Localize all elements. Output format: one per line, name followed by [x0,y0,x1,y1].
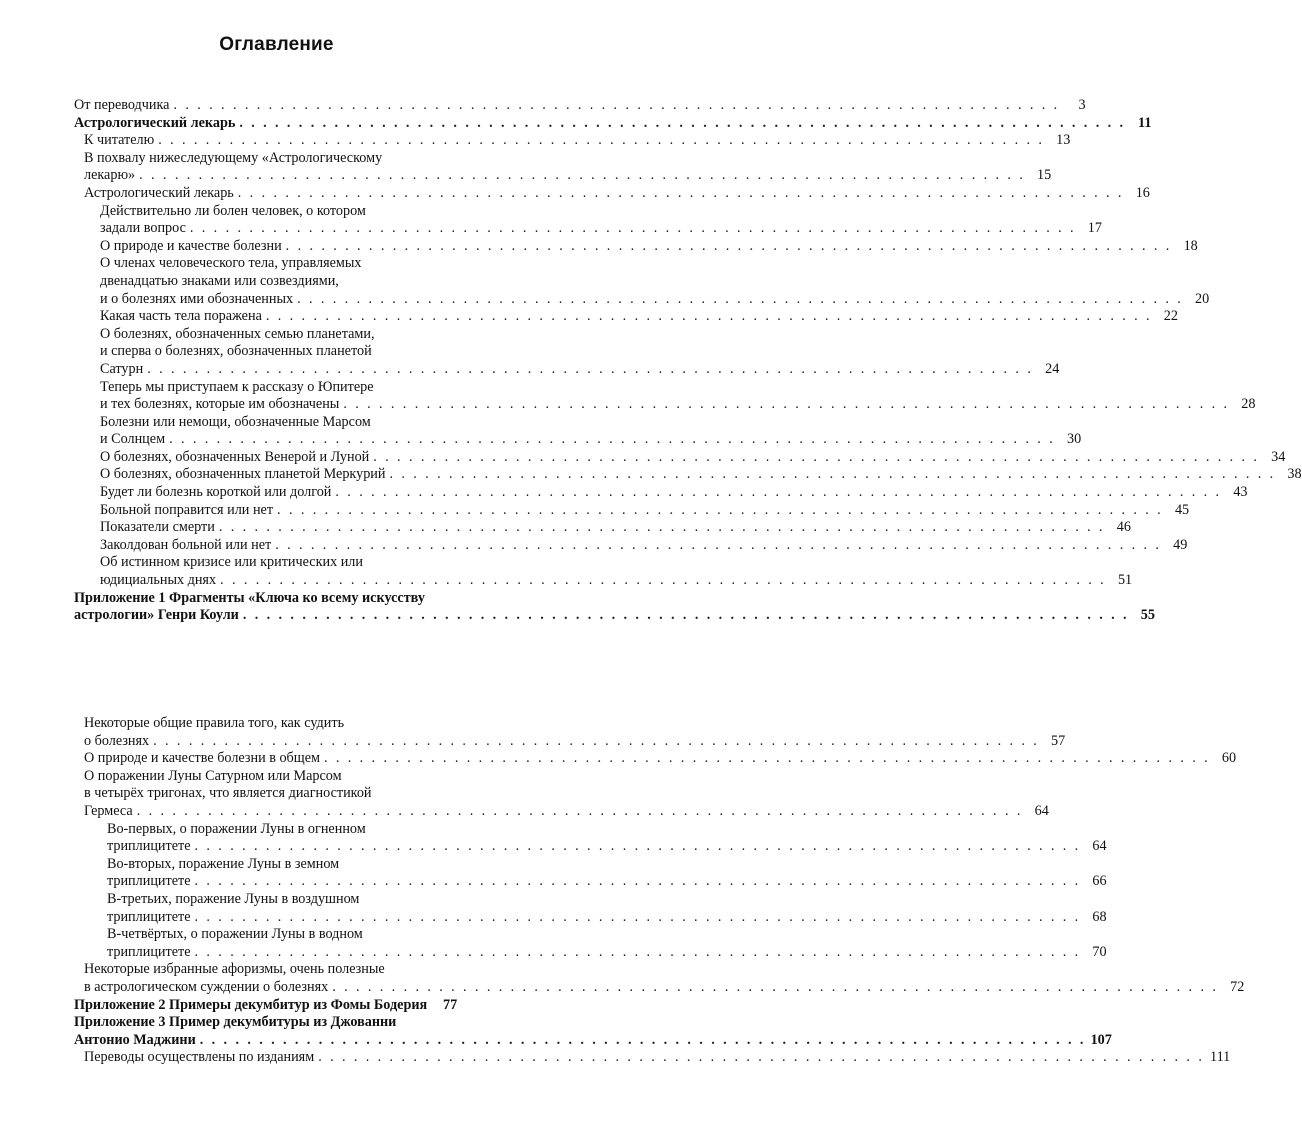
dot-leader: . . . . . . . . . . . . . . . . . . . . . . . . . . . . . . . . . . . . . . . . . . . . . . . . . . . . . . . . . . . . . . . . . . . . . . . . . . . [242,607,1129,624]
toc-page-number: 34 [1271,448,1286,465]
toc-entry[interactable] [74,996,458,1015]
toc-entry-text-line: Во-первых, о поражении Луны в огненном [107,820,366,837]
toc-entry-title: Переводы осуществлены по изданиям [84,1049,315,1066]
toc-page-number: 13 [1056,132,1071,149]
toc-entry-title: Заколдован больной или нет [100,536,272,553]
toc-entry[interactable] [74,536,1188,555]
toc-entry-title: О природе и качестве болезни [100,237,282,254]
dot-leader: . . . . . . . . . . . . . . . . . . . . . . . . . . . . . . . . . . . . . . . . . . . . . . . . . . . . . . . . . . . . . . . . . . . . . . . . . . . [237,184,1124,201]
toc-entry[interactable] [74,820,1107,856]
toc-page-number: 60 [1221,750,1237,767]
toc-entry-text-line: Теперь мы приступаем к рассказу о Юпитере [100,378,374,395]
toc-page-number: 28 [1241,396,1256,413]
toc-page-number: 20 [1195,290,1210,307]
toc-page-number: 111 [1210,1049,1231,1066]
toc-entry-text-line: О членах человеческого тела, управляемых [100,255,362,272]
toc-entry-title: и Солнцем [100,431,166,448]
toc-entry-text-line: Об истинном кризисе или критических или [100,554,363,571]
toc-entry-title: О болезнях, обозначенных планетой Меркурий [100,466,386,483]
toc-entry[interactable] [74,184,1150,203]
dot-leader: . . . . . . . . . . . . . . . . . . . . . . . . . . . . . . . . . . . . . . . . . . . . . . . . . . . . . . . . . . . . . . . . . . . . . . . . . . . [285,237,1172,254]
toc-entry[interactable] [74,413,1082,449]
toc-page-number: 15 [1037,167,1052,184]
dot-leader: . . . . . . . . . . . . . . . . . . . . . . . . . . . . . . . . . . . . . . . . . . . . . . . . . . . . . . . . . . . . . . . . . . . . . . . . . . . [173,97,1060,113]
toc-entry[interactable] [74,202,1102,238]
dot-leader: . . . . . . . . . . . . . . . . . . . . . . . . . . . . . . . . . . . . . . . . . . . . . . . . . . . . . . . . . . . . . . . . . . . . . . . . . . . [153,732,1040,749]
toc-page-number: 3 [1078,97,1086,113]
toc-entry-title: Будет ли болезнь короткой или долгой [100,484,332,501]
toc-entry-text-line: Болезни или немощи, обозначенные Марсом [100,413,371,430]
dot-leader: . . . . . . . . . . . . . . . . . . . . . . . . . . . . . . . . . . . . . . . . . . . . . . . . . . . . . . . . . . . . . . . . . . . . . . . . . . . [318,1049,1205,1066]
toc-entry-title: юдициальных днях [100,572,217,589]
toc-entry[interactable] [74,97,1086,115]
toc-entry-title: Показатели смерти [100,519,215,536]
toc-entry-title: астрологии» Генри Коули [74,607,239,624]
toc-entry[interactable] [74,554,1133,589]
page-title: Оглавление [219,34,334,55]
toc-entry-text-line: и сперва о болезнях, обозначенных планетой [100,343,372,360]
toc-entry-text-line: двенадцатью знаками или созвездиями, [100,272,339,289]
dot-leader: . . . . . . . . . . . . . . . . . . . . . . . . . . . . . . . . . . . . . . . . . . . . . . . . . . . . . . . . . . . . . . . . . . . . . . . . . . . [189,220,1076,237]
toc-entry-text-line: в четырёх тригонах, что является диагностикой [84,785,372,802]
toc-page-number: 38 [1287,466,1302,483]
toc-entry[interactable] [74,484,1248,502]
toc-page-number: 51 [1117,572,1133,589]
toc-entry-text-line: О поражении Луны Сатурном или Марсом [84,767,342,784]
toc-page-number: 45 [1174,501,1190,518]
toc-entry-title: и о болезнях ими обозначенных [100,290,294,307]
toc-entry-text-line: Некоторые общие правила того, как судить [84,715,345,731]
toc-page-number: 107 [1090,1031,1112,1048]
dot-leader: . . . . . . . . . . . . . . . . . . . . . . . . . . . . . . . . . . . . . . . . . . . . . . . . . . . . . . . . . . . . . . . . . . . . . . . . . . . [335,484,1222,501]
toc-entry[interactable] [74,132,1071,150]
toc-page-number: 22 [1163,308,1178,325]
toc-entry-title: триплицитете [107,943,191,960]
toc-entry-title: и тех болезнях, которые им обозначены [100,396,340,413]
toc-entry-title: лекарю» [84,167,136,184]
toc-entry[interactable] [74,237,1198,256]
toc-entry[interactable] [74,1014,1112,1049]
toc-page-number: 55 [1140,607,1155,624]
toc-entry-title: О болезнях, обозначенных Венерой и Луной [100,448,370,465]
toc-page-number: 16 [1135,184,1150,201]
dot-leader: . . . . . . . . . . . . . . . . . . . . . . . . . . . . . . . . . . . . . . . . . . . . . . . . . . . . . . . . . . . . . . . . . . . . . . . . . . . [323,750,1211,767]
dot-leader: . . . . . . . . . . . . . . . . . . . . . . . . . . . . . . . . . . . . . . . . . . . . . . . . . . . . . . . . . . . . . . . . . . . . . . . . . . . [265,308,1152,325]
toc-entry-title: Антонио Маджини [74,1031,196,1048]
toc-page-number: 57 [1051,732,1066,749]
toc-entry-text-line: Во-вторых, поражение Луны в земном [107,855,340,872]
toc-entry-title: О природе и качестве болезни в общем [84,750,320,767]
toc-page-number: 43 [1233,484,1248,501]
toc-entry-text-line: Приложение 3 Пример декумбитуры из Джованни [74,1014,397,1031]
toc-entry[interactable] [74,378,1256,414]
dot-leader: . . . . . . . . . . . . . . . . . . . . . . . . . . . . . . . . . . . . . . . . . . . . . . . . . . . . . . . . . . . . . . . . . . . . . . . . . . . [220,572,1107,589]
dot-leader: . . . . . . . . . . . . . . . . . . . . . . . . . . . . . . . . . . . . . . . . . . . . . . . . . . . . . . . . . . . . . . . . . . . . . . . . . . . [373,448,1260,465]
toc-entry[interactable] [74,308,1178,326]
toc-entry[interactable] [74,255,1210,308]
dot-leader: . . . . . . . . . . . . . . . . . . . . . . . . . . . . . . . . . . . . . . . . . . . . . . . . . . . . . . . . . . . . . . . . . . . . . . . . . . . [194,873,1081,890]
toc-entry[interactable] [74,890,1107,926]
toc-entry-title: Больной поправится или нет [100,501,274,518]
toc-entry-title: триплицитете [107,838,191,855]
toc-entry[interactable] [74,448,1286,467]
toc-entry-title: в астрологическом суждении о болезнях [84,978,329,995]
toc-entry-title: Астрологический лекарь [74,114,236,131]
toc-entry[interactable] [74,750,1237,768]
toc-entry-text-line: Приложение 1 Фрагменты «Ключа ко всему искусству [74,589,425,606]
toc-entry-title: триплицитете [107,873,191,890]
dot-leader: . . . . . . . . . . . . . . . . . . . . . . . . . . . . . . . . . . . . . . . . . . . . . . . . . . . . . . . . . . . . . . . . . . . . . . . . . . . [194,908,1081,925]
toc-entry[interactable] [74,149,1052,185]
toc-entry[interactable] [74,1049,1231,1067]
toc-page-number: 77 [443,996,458,1013]
toc-page-number: 70 [1092,943,1107,960]
toc-entry-text-line: Некоторые избранные афоризмы, очень полезные [84,961,385,978]
toc-list-top [74,97,1302,625]
dot-leader: . . . . . . . . . . . . . . . . . . . . . . . . . . . . . . . . . . . . . . . . . . . . . . . . . . . . . . . . . . . . . . . . . . . . . . . . . . . [239,114,1126,131]
dot-leader: . . . . . . . . . . . . . . . . . . . . . . . . . . . . . . . . . . . . . . . . . . . . . . . . . . . . . . . . . . . . . . . . . . . . . . . . . . . [199,1031,1086,1048]
dot-leader: . . . . . . . . . . . . . . . . . . . . . . . . . . . . . . . . . . . . . . . . . . . . . . . . . . . . . . . . . . . . . . . . . . . . . . . . . . . [277,501,1164,518]
toc-entry[interactable] [74,501,1190,520]
toc-page-number: 18 [1183,237,1198,254]
toc-entry-title: о болезнях [84,732,150,749]
toc-page-number: 11 [1138,114,1152,131]
dot-leader: . . . . . . . . . . . . . . . . . . . . . . . . . . . . . . . . . . . . . . . . . . . . . . . . . . . . . . . . . . . . . . . . . . . . . . . . . . . [332,978,1219,995]
toc-entry[interactable] [74,466,1302,484]
toc-entry[interactable] [74,589,1155,625]
toc-entry-text-line: В-четвёртых, о поражении Луны в водном [107,926,363,943]
toc-entry-title: Приложение 2 Примеры декумбитур из Фомы Бодерия [74,996,428,1013]
dot-leader: . . . . . . . . . . . . . . . . . . . . . . . . . . . . . . . . . . . . . . . . . . . . . . . . . . . . . . . . . . . . . . . . . . . . . . . . . . . [147,360,1034,377]
dot-leader: . . . . . . . . . . . . . . . . . . . . . . . . . . . . . . . . . . . . . . . . . . . . . . . . . . . . . . . . . . . . . . . . . . . . . . . . . . . [218,519,1105,536]
toc-page-number: 24 [1045,360,1060,377]
toc-entry[interactable] [74,325,1060,379]
toc-entry[interactable] [74,855,1107,891]
toc-entry-title: К читателю [84,132,155,149]
toc-entry[interactable] [74,961,1245,996]
toc-entry-title: триплицитете [107,908,191,925]
toc-page-number: 72 [1230,978,1245,995]
toc-page-number: 64 [1092,838,1107,855]
toc-entry[interactable] [74,114,1152,133]
toc-entry-title: От переводчика [74,97,170,113]
toc-page-number: 66 [1092,873,1107,890]
dot-leader: . . . . . . . . . . . . . . . . . . . . . . . . . . . . . . . . . . . . . . . . . . . . . . . . . . . . . . . . . . . . . . . . . . . . . . . . . . . [275,536,1162,553]
dot-leader: . . . . . . . . . . . . . . . . . . . . . . . . . . . . . . . . . . . . . . . . . . . . . . . . . . . . . . . . . . . . . . . . . . . . . . . . . . . [194,943,1081,960]
toc-list-bottom [74,715,1245,1067]
toc-entry-title: задали вопрос [100,220,186,237]
toc-page-number: 30 [1066,431,1082,448]
toc-page-number: 64 [1034,802,1049,819]
toc-entry[interactable] [74,926,1107,961]
toc-entry[interactable] [74,715,1066,750]
toc-page-number: 68 [1092,908,1107,925]
toc-page-number: 46 [1116,519,1131,536]
toc-page-number: 17 [1087,220,1102,237]
dot-leader: . . . . . . . . . . . . . . . . . . . . . . . . . . . . . . . . . . . . . . . . . . . . . . . . . . . . . . . . . . . . . . . . . . . . . . . . . . . [297,290,1184,307]
dot-leader: . . . . . . . . . . . . . . . . . . . . . . . . . . . . . . . . . . . . . . . . . . . . . . . . . . . . . . . . . . . . . . . . . . . . . . . . . . . [139,167,1026,184]
toc-entry-text-line: Действительно ли болен человек, о котором [100,202,366,219]
toc-page-number: 49 [1173,536,1188,553]
dot-leader: . . . . . . . . . . . . . . . . . . . . . . . . . . . . . . . . . . . . . . . . . . . . . . . . . . . . . . . . . . . . . . . . . . . . . . . . . . . [343,396,1230,413]
toc-entry-title: Сатурн [100,360,144,377]
toc-entry-title: Гермеса [84,802,133,819]
toc-entry-text-line: В-третьих, поражение Луны в воздушном [107,890,360,907]
dot-leader: . . . . . . . . . . . . . . . . . . . . . . . . . . . . . . . . . . . . . . . . . . . . . . . . . . . . . . . . . . . . . . . . . . . . . . . . . . . [169,431,1056,448]
dot-leader: . . . . . . . . . . . . . . . . . . . . . . . . . . . . . . . . . . . . . . . . . . . . . . . . . . . . . . . . . . . . . . . . . . . . . . . . . . . [389,466,1276,483]
toc-entry[interactable] [74,519,1131,537]
dot-leader: . . . . . . . . . . . . . . . . . . . . . . . . . . . . . . . . . . . . . . . . . . . . . . . . . . . . . . . . . . . . . . . . . . . . . . . . . . . [158,132,1045,149]
toc-entry-text-line: В похвалу нижеследующему «Астрологическому [84,149,383,166]
toc-entry-title: Какая часть тела поражена [100,308,262,325]
toc-entry-text-line: О болезнях, обозначенных семью планетами, [100,325,375,342]
toc-entry-title: Астрологический лекарь [84,184,234,201]
toc-entry[interactable] [74,767,1049,821]
dot-leader: . . . . . . . . . . . . . . . . . . . . . . . . . . . . . . . . . . . . . . . . . . . . . . . . . . . . . . . . . . . . . . . . . . . . . . . . . . . [136,802,1023,819]
dot-leader: . . . . . . . . . . . . . . . . . . . . . . . . . . . . . . . . . . . . . . . . . . . . . . . . . . . . . . . . . . . . . . . . . . . . . . . . . . . [194,838,1081,855]
